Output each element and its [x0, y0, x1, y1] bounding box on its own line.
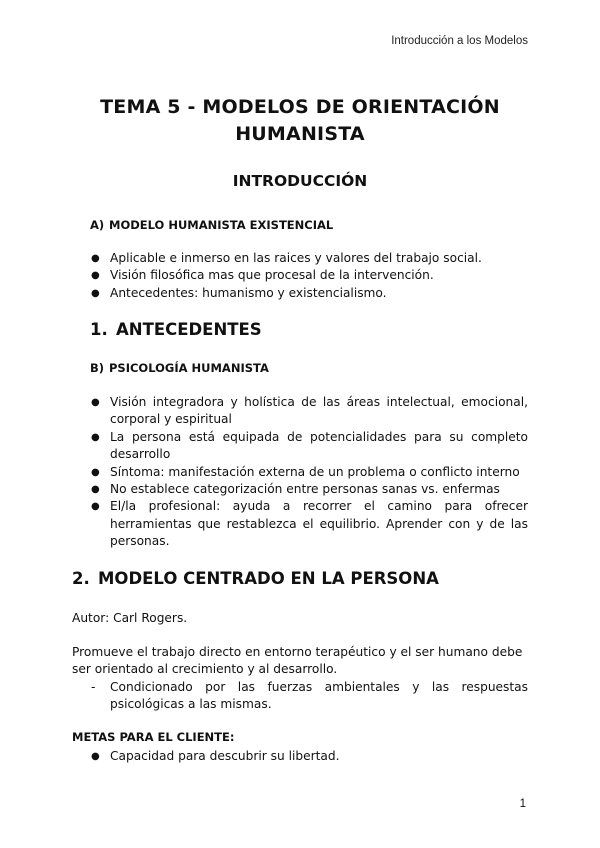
list-item: ● La persona está equipada de potencialidades para su completo desarrollo: [91, 429, 528, 462]
list-item: ● Síntoma: manifestación externa de un problema o conflicto interno: [90, 464, 528, 481]
section-1-heading: [90, 320, 262, 339]
bullet-icon: ●: [91, 270, 100, 282]
bullet-icon: ●: [91, 397, 100, 408]
section-2-paragraph: Promueve el trabajo directo en entorno terapéutico y el ser humano debe ser orientado al crecimiento y al desarrollo.: [72, 645, 523, 677]
section-a-heading: [90, 218, 333, 232]
page-number: 1: [519, 798, 526, 810]
section-2-dash-list: [90, 679, 528, 714]
list-item: ● Capacidad para descubrir su libertad.: [90, 748, 528, 765]
list-item: ● No establece categorización entre personas sanas vs. enfermas: [90, 481, 528, 498]
bullet-icon: ●: [91, 751, 100, 762]
section-a-letter: A): [90, 218, 105, 232]
list-item: - Condicionado por las fuerzas ambientales y las respuestas psicológicas a las mismas.: [91, 680, 528, 712]
list-item: ● El/la profesional: ayuda a recorrer el camino para ofrecer herramientas que restablezca el equilibrio. Aprender con y de las personas.: [91, 499, 528, 549]
bullet-icon: ●: [91, 253, 100, 264]
dash-icon: -: [91, 680, 96, 694]
introduction-heading: INTRODUCCIÓN: [232, 172, 368, 190]
section-2-heading: [72, 569, 439, 588]
section-b-heading: [90, 361, 269, 375]
document-title: [72, 94, 528, 148]
list-item: ● Visión filosófica mas que procesal de la intervención.: [90, 267, 528, 284]
goals-bullet-list: [90, 748, 528, 765]
section-b-letter: B): [90, 361, 105, 375]
list-item: ● Visión integradora y holística de las áreas intelectual, emocional, corporal y espiritual: [91, 395, 528, 427]
section-b-title: PSICOLOGÍA HUMANISTA: [109, 361, 269, 375]
section-a-title: MODELO HUMANISTA EXISTENCIAL: [109, 218, 334, 232]
section-1-title: ANTECEDENTES: [116, 320, 262, 339]
section-a-bullet-list: [90, 250, 528, 302]
author-line: Autor: Carl Rogers.: [72, 611, 188, 625]
list-item: ● Aplicable e inmerso en las raices y valores del trabajo social.: [90, 250, 528, 267]
title-line-2: HUMANISTA: [235, 123, 365, 145]
bullet-icon: ●: [91, 287, 100, 299]
running-header: Introducción a los Modelos: [391, 35, 528, 47]
section-1-number: 1.: [90, 320, 108, 339]
title-line-1: TEMA 5 - MODELOS DE ORIENTACIÓN: [100, 96, 500, 118]
list-item: ● Antecedentes: humanismo y existencialismo.: [90, 285, 528, 302]
section-2-title: MODELO CENTRADO EN LA PERSONA: [98, 569, 439, 588]
section-b-bullet-list: [90, 394, 528, 551]
section-2-number: 2.: [72, 569, 90, 588]
bullet-icon: ●: [91, 466, 100, 478]
bullet-icon: ●: [91, 501, 100, 513]
goals-heading: METAS PARA EL CLIENTE:: [72, 730, 235, 744]
bullet-icon: ●: [91, 484, 100, 496]
bullet-icon: ●: [91, 431, 100, 443]
